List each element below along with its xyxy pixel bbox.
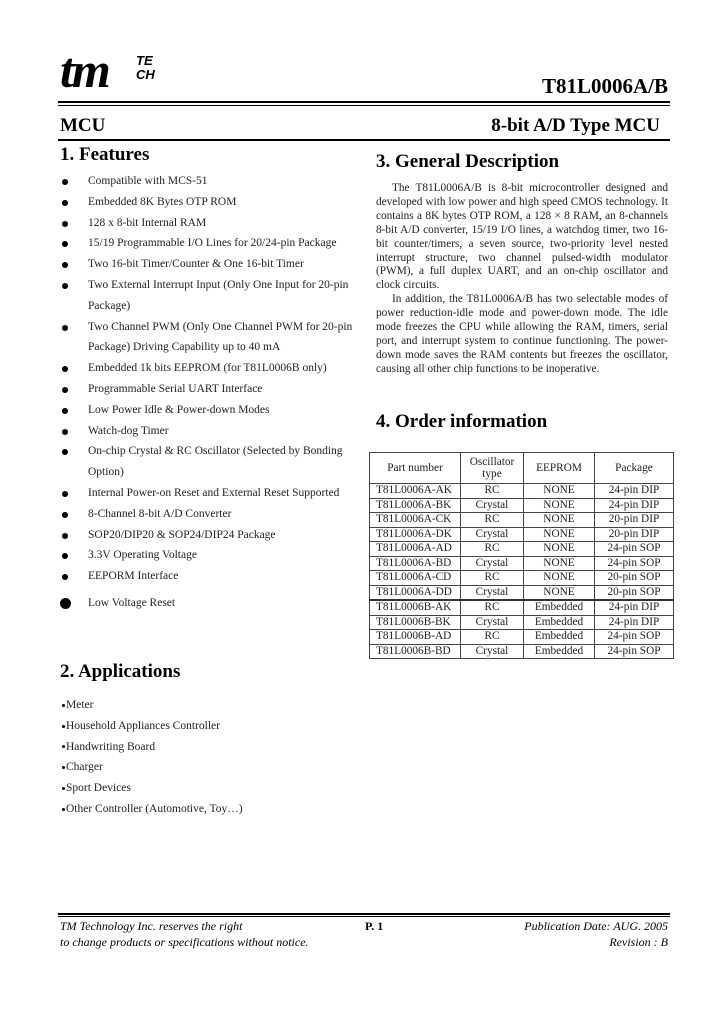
product-category: MCU <box>60 115 106 136</box>
footer-disclaimer-line: TM Technology Inc. reserves the right <box>60 919 243 933</box>
table-cell: NONE <box>524 513 595 528</box>
footer-rule-thin <box>58 916 670 917</box>
table-cell: T81L0006A-CD <box>370 571 461 586</box>
table-row <box>370 630 674 645</box>
table-cell: 24-pin SOP <box>595 542 674 557</box>
footer-rule <box>58 913 670 915</box>
table-row <box>370 615 674 630</box>
list-item: Watch-dog Timer <box>60 421 360 442</box>
table-cell: NONE <box>524 527 595 542</box>
table-cell: Crystal <box>461 556 524 571</box>
features-heading: 1. Features <box>60 144 150 165</box>
table-cell: 24-pin DIP <box>595 600 674 615</box>
bullet-icon <box>62 725 65 728</box>
table-cell: T81L0006B-AK <box>370 600 461 615</box>
table-cell: T81L0006B-BK <box>370 615 461 630</box>
column-header: EEPROM <box>524 453 595 484</box>
list-item: Two 16-bit Timer/Counter & One 16-bit Timer <box>60 254 360 275</box>
list-item: On-chip Crystal & RC Oscillator (Selected by Bonding Option) <box>60 441 360 483</box>
company-logo <box>60 42 170 98</box>
list-item: Two Channel PWM (Only One Channel PWM for 20-pin Package) Driving Capability up to 40 mA <box>60 317 360 359</box>
bullet-icon <box>62 808 65 811</box>
table-cell: T81L0006A-CK <box>370 513 461 528</box>
list-item: Two External Interrupt Input (Only One Input for 20-pin Package) <box>60 275 360 317</box>
table-cell: 20-pin SOP <box>595 571 674 586</box>
bullet-icon <box>60 598 71 609</box>
list-item: Embedded 8K Bytes OTP ROM <box>60 192 360 213</box>
list-item: Charger <box>62 757 243 778</box>
table-cell: 24-pin SOP <box>595 556 674 571</box>
table-row <box>370 644 674 659</box>
bullet-icon <box>62 449 68 455</box>
table-cell: RC <box>461 571 524 586</box>
table-cell: T81L0006A-BD <box>370 556 461 571</box>
table-cell: Crystal <box>461 615 524 630</box>
table-cell: T81L0006A-AK <box>370 484 461 499</box>
table-cell: NONE <box>524 498 595 513</box>
list-item: Low Voltage Reset <box>60 593 360 614</box>
applications-heading: 2. Applications <box>60 661 181 682</box>
bullet-icon <box>62 491 68 497</box>
list-item: Compatible with MCS-51 <box>60 171 360 192</box>
table-cell: NONE <box>524 585 595 600</box>
bullet-icon <box>62 408 68 414</box>
table-row <box>370 498 674 513</box>
table-cell: Crystal <box>461 585 524 600</box>
bullet-icon <box>62 429 68 435</box>
table-cell: 24-pin SOP <box>595 644 674 659</box>
footer-publication <box>524 919 668 950</box>
bullet-icon <box>62 553 68 559</box>
table-cell: Embedded <box>524 644 595 659</box>
table-cell: 20-pin DIP <box>595 513 674 528</box>
list-item: Household Appliances Controller <box>62 716 243 737</box>
list-item: Embedded 1k bits EEPROM (for T81L0006B only) <box>60 358 360 379</box>
table-cell: T81L0006A-AD <box>370 542 461 557</box>
list-item: SOP20/DIP20 & SOP24/DIP24 Package <box>60 525 360 546</box>
logo-top: TE <box>136 53 153 68</box>
list-item: Meter <box>62 695 243 716</box>
bullet-icon <box>62 787 65 790</box>
list-item: Internal Power-on Reset and External Reset Supported <box>60 483 360 504</box>
bullet-icon <box>62 533 68 539</box>
column-header: Oscillator type <box>461 453 524 484</box>
list-item: EEPORM Interface <box>60 566 360 587</box>
product-type: 8-bit A/D Type MCU <box>491 115 660 136</box>
table-cell: RC <box>461 484 524 499</box>
table-cell: Embedded <box>524 615 595 630</box>
list-item: 8-Channel 8-bit A/D Converter <box>60 504 360 525</box>
order-information-heading: 4. Order information <box>376 411 548 432</box>
table-cell: T81L0006B-AD <box>370 630 461 645</box>
header-rule <box>58 101 670 103</box>
table-cell: T81L0006A-DK <box>370 527 461 542</box>
table-cell: NONE <box>524 556 595 571</box>
bullet-icon <box>62 262 68 268</box>
table-cell: 24-pin SOP <box>595 630 674 645</box>
bullet-icon <box>62 766 65 769</box>
part-number: T81L0006A/B <box>541 74 668 98</box>
title-rule <box>58 139 670 141</box>
bullet-icon <box>62 366 68 372</box>
table-cell: T81L0006A-DD <box>370 585 461 600</box>
table-cell: RC <box>461 630 524 645</box>
description-paragraph: The T81L0006A/B is 8-bit microcontroller designed and developed with low power and high speed CMOS technology. It contains a 8K bytes OTP ROM, a 128 × 8 RAM, an 8-channels 8-bit A/D converter, 15/19 I/O lines, a watchdog timer, two 16-bit counter/timers, a seven source, two-priority level nested interrupt structure, two channel pulsed-width modulator (PWM), a full duplex UART, and an on-chip oscillator and clock circuits. <box>376 182 668 292</box>
table-cell: 20-pin DIP <box>595 527 674 542</box>
list-item: Low Power Idle & Power-down Modes <box>60 400 360 421</box>
bullet-icon <box>62 325 68 331</box>
table-cell: 24-pin DIP <box>595 615 674 630</box>
order-table <box>369 452 674 659</box>
features-list <box>60 171 360 614</box>
list-item: Sport Devices <box>62 778 243 799</box>
bullet-icon <box>62 745 65 748</box>
bullet-icon <box>62 200 68 206</box>
applications-list <box>62 695 243 820</box>
bullet-icon <box>62 704 65 707</box>
table-cell: RC <box>461 600 524 615</box>
table-row <box>370 513 674 528</box>
list-item: 3.3V Operating Voltage <box>60 545 360 566</box>
table-cell: 20-pin SOP <box>595 585 674 600</box>
table-cell: Crystal <box>461 527 524 542</box>
table-cell: Crystal <box>461 644 524 659</box>
table-cell: RC <box>461 542 524 557</box>
list-item: Programmable Serial UART Interface <box>60 379 360 400</box>
footer-disclaimer-line: to change products or specifications without notice. <box>60 934 309 949</box>
table-cell: T81L0006B-BD <box>370 644 461 659</box>
column-header: Package <box>595 453 674 484</box>
page-number: P. 1 <box>365 919 384 933</box>
table-row <box>370 571 674 586</box>
revision: Revision : B <box>609 934 668 949</box>
table-cell: Embedded <box>524 630 595 645</box>
table-row <box>370 527 674 542</box>
table-cell: NONE <box>524 571 595 586</box>
bullet-icon <box>62 283 68 289</box>
table-row <box>370 600 674 615</box>
publication-date: Publication Date: AUG. 2005 <box>524 919 668 933</box>
list-item: Handwriting Board <box>62 737 243 758</box>
table-cell: Embedded <box>524 600 595 615</box>
bullet-icon <box>62 387 68 393</box>
header-rule-thin <box>58 105 670 106</box>
bullet-icon <box>62 179 68 185</box>
table-row <box>370 542 674 557</box>
bullet-icon <box>62 221 68 227</box>
table-row <box>370 484 674 499</box>
logo-main: tm <box>60 42 109 98</box>
table-cell: Crystal <box>461 498 524 513</box>
list-item: Other Controller (Automotive, Toy…) <box>62 799 243 820</box>
bullet-icon <box>62 241 68 247</box>
table-cell: 24-pin DIP <box>595 484 674 499</box>
general-description-heading: 3. General Description <box>376 151 560 172</box>
table-header-row <box>370 453 674 484</box>
logo-bottom: CH <box>136 67 155 82</box>
general-description-body <box>376 182 668 377</box>
bullet-icon <box>62 574 68 580</box>
bullet-icon <box>62 512 68 518</box>
table-cell: NONE <box>524 542 595 557</box>
table-cell: T81L0006A-BK <box>370 498 461 513</box>
table-cell: 24-pin DIP <box>595 498 674 513</box>
table-cell: NONE <box>524 484 595 499</box>
footer-disclaimer <box>60 919 309 950</box>
list-item: 128 x 8-bit Internal RAM <box>60 213 360 234</box>
table-row <box>370 585 674 600</box>
description-paragraph: In addition, the T81L0006A/B has two selectable modes of power reduction-idle mode and power-down mode. The idle mode freezes the CPU while allowing the RAM, timers, serial port, and interrupt system to continue functioning. The power-down mode saves the RAM contents but freezes the oscillator, causing all other chip functions to be inoperative. <box>376 293 668 375</box>
column-header: Part number <box>370 453 461 484</box>
table-row <box>370 556 674 571</box>
list-item: 15/19 Programmable I/O Lines for 20/24-pin Package <box>60 233 360 254</box>
table-cell: RC <box>461 513 524 528</box>
